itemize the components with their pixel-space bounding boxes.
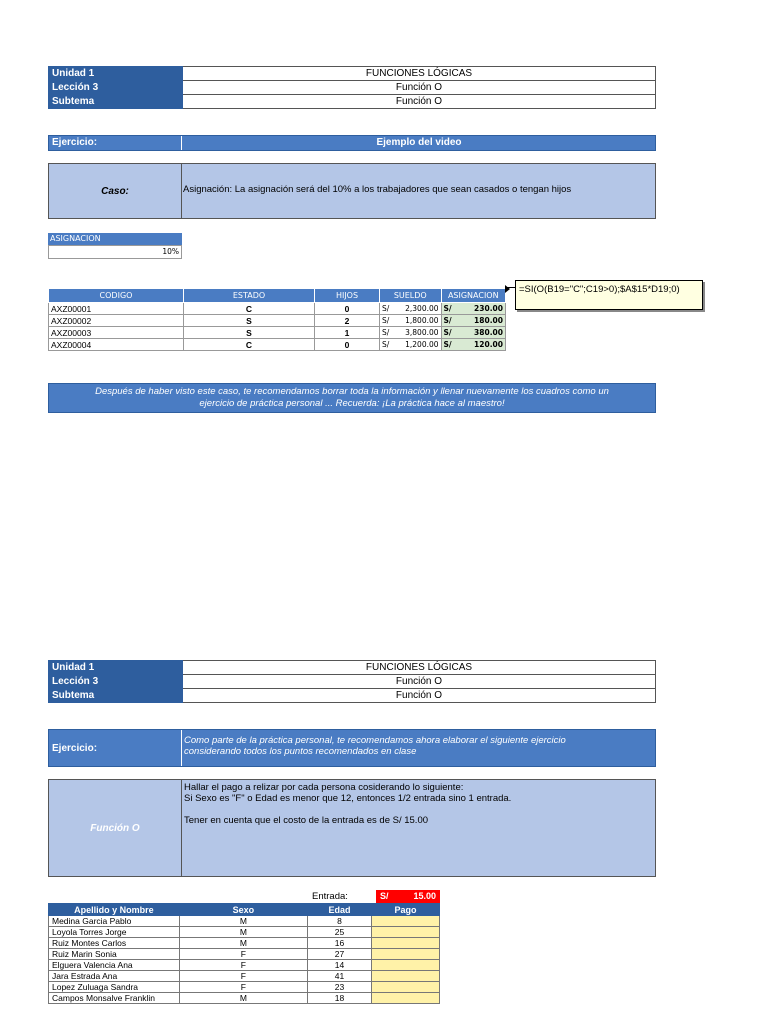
edad-cell[interactable]: 27 xyxy=(308,949,372,960)
col-estado: ESTADO xyxy=(184,289,315,303)
table-row xyxy=(49,339,506,351)
table-row xyxy=(49,327,506,339)
edad-cell[interactable]: 25 xyxy=(308,927,372,938)
sueldo-cell[interactable]: 2,300.00 xyxy=(394,303,441,315)
asignacion-cell[interactable]: 230.00 xyxy=(459,303,506,315)
sexo-cell[interactable]: F xyxy=(179,971,307,982)
lesson-info-table-2 xyxy=(48,660,656,703)
codigo-cell[interactable]: AXZ00004 xyxy=(49,339,184,351)
col-sexo: Sexo xyxy=(179,904,307,916)
lesson-value: Función O xyxy=(183,81,656,95)
codigo-cell[interactable]: AXZ00001 xyxy=(49,303,184,315)
practice-note-line1: Después de haber visto este caso, te recomendamos borrar toda la información y llenar nuevamente los cuadros como un xyxy=(95,386,609,397)
exercise2-text xyxy=(184,735,566,757)
pago-cell[interactable] xyxy=(372,927,440,938)
pago-cell[interactable] xyxy=(372,960,440,971)
estado-cell[interactable]: C xyxy=(184,303,315,315)
exercise-title: Ejemplo del video xyxy=(376,137,462,148)
currency-cell: S/ xyxy=(380,339,395,351)
subtopic-label: Subtema xyxy=(49,95,183,109)
edad-cell[interactable]: 16 xyxy=(308,938,372,949)
asignacion-cell[interactable]: 180.00 xyxy=(459,315,506,327)
table-row xyxy=(49,916,440,927)
col-hijos: HIJOS xyxy=(315,289,380,303)
col-edad: Edad xyxy=(308,904,372,916)
formula-comment: =SI(O(B19="C";C19>0);$A$15*D19;0) xyxy=(515,280,703,310)
edad-cell[interactable]: 18 xyxy=(308,993,372,1004)
col-pago: Pago xyxy=(372,904,440,916)
sexo-cell[interactable]: F xyxy=(179,949,307,960)
table-row xyxy=(49,938,440,949)
col-nombre: Apellido y Nombre xyxy=(49,904,180,916)
currency-cell: S/ xyxy=(441,339,459,351)
estado-cell[interactable]: S xyxy=(184,315,315,327)
name-cell[interactable]: Loyola Torres Jorge xyxy=(49,927,180,938)
instruction-line2: Si Sexo es "F" o Edad es menor que 12, entonces 1/2 entrada sino 1 entrada. xyxy=(184,793,512,804)
hijos-cell[interactable]: 2 xyxy=(315,315,380,327)
table-row xyxy=(49,993,440,1004)
table-row xyxy=(49,315,506,327)
spacer xyxy=(184,804,511,815)
estado-cell[interactable]: S xyxy=(184,327,315,339)
attendees-table xyxy=(48,903,440,1004)
estado-cell[interactable]: C xyxy=(184,339,315,351)
codigo-cell[interactable]: AXZ00002 xyxy=(49,315,184,327)
function-box xyxy=(48,779,656,877)
asignacion-cell[interactable]: 120.00 xyxy=(459,339,506,351)
asignacion-param-label: ASIGNACION xyxy=(48,233,182,245)
case-text: Asignación: La asignación será del 10% a los trabajadores que sean casados o tengan hijos xyxy=(183,184,572,195)
sexo-cell[interactable]: M xyxy=(179,938,307,949)
asignacion-param-value[interactable]: 10% xyxy=(48,245,182,259)
unit-label: Unidad 1 xyxy=(49,67,183,81)
currency-cell: S/ xyxy=(380,327,395,339)
table-row xyxy=(49,949,440,960)
table-row xyxy=(49,960,440,971)
table-row xyxy=(49,971,440,982)
subtopic-label: Subtema xyxy=(49,689,183,703)
edad-cell[interactable]: 41 xyxy=(308,971,372,982)
hijos-cell[interactable]: 1 xyxy=(315,327,380,339)
entrada-label: Entrada: xyxy=(312,891,348,902)
name-cell[interactable]: Lopez Zuluaga Sandra xyxy=(49,982,180,993)
asignacion-cell[interactable]: 380.00 xyxy=(459,327,506,339)
pago-cell[interactable] xyxy=(372,949,440,960)
name-cell[interactable]: Jara Estrada Ana xyxy=(49,971,180,982)
sexo-cell[interactable]: M xyxy=(179,927,307,938)
col-asignacion: ASIGNACION xyxy=(441,289,505,303)
table-row xyxy=(49,303,506,315)
instruction-line1: Hallar el pago a relizar por cada persona cosiderando lo siguiente: xyxy=(184,782,464,793)
exercise2-text-line2: considerando todos los puntos recomendados en clase xyxy=(184,746,417,757)
pago-cell[interactable] xyxy=(372,971,440,982)
name-cell[interactable]: Elguera Valencia Ana xyxy=(49,960,180,971)
entrada-currency: S/ xyxy=(380,891,389,901)
unit-value: FUNCIONES LÓGICAS xyxy=(183,67,656,81)
case-label: Caso: xyxy=(49,164,182,218)
comment-arrow-icon xyxy=(505,285,510,293)
name-cell[interactable]: Ruiz Marin Sonia xyxy=(49,949,180,960)
pago-cell[interactable] xyxy=(372,938,440,949)
sexo-cell[interactable]: M xyxy=(179,916,307,927)
entrada-value-cell[interactable] xyxy=(376,890,440,903)
exercise-label: Ejercicio: xyxy=(52,137,98,148)
edad-cell[interactable]: 8 xyxy=(308,916,372,927)
sexo-cell[interactable]: F xyxy=(179,982,307,993)
table-row xyxy=(49,982,440,993)
currency-cell: S/ xyxy=(441,315,459,327)
practice-note-line2: ejercicio de práctica personal ... Recuerda: ¡La práctica hace al maestro! xyxy=(199,398,505,409)
currency-cell: S/ xyxy=(380,303,395,315)
edad-cell[interactable]: 23 xyxy=(308,982,372,993)
table-row xyxy=(49,927,440,938)
divider xyxy=(181,136,182,150)
lesson-info-table xyxy=(48,66,656,109)
employees-table xyxy=(48,288,506,351)
lesson-label: Lección 3 xyxy=(49,675,183,689)
sueldo-cell[interactable]: 1,200.00 xyxy=(394,339,441,351)
sueldo-cell[interactable]: 1,800.00 xyxy=(394,315,441,327)
hijos-cell[interactable]: 0 xyxy=(315,303,380,315)
pago-cell[interactable] xyxy=(372,982,440,993)
lesson-label: Lección 3 xyxy=(49,81,183,95)
pago-cell[interactable] xyxy=(372,916,440,927)
lesson-value: Función O xyxy=(183,675,656,689)
exercise2-text-line1: Como parte de la práctica personal, te recomendamos ahora elaborar el siguiente ejercicio xyxy=(184,735,566,746)
unit-value: FUNCIONES LÓGICAS xyxy=(183,661,656,675)
exercise2-bar xyxy=(48,729,656,767)
exercise-bar xyxy=(48,135,656,151)
exercise2-label: Ejercicio: xyxy=(49,730,182,766)
sexo-cell[interactable]: F xyxy=(179,960,307,971)
subtopic-value: Función O xyxy=(183,95,656,109)
name-cell[interactable]: Medina Garcia Pablo xyxy=(49,916,180,927)
entrada-value: 15.00 xyxy=(413,891,436,901)
subtopic-value: Función O xyxy=(183,689,656,703)
practice-note xyxy=(48,383,656,413)
case-box xyxy=(48,163,656,219)
col-sueldo: SUELDO xyxy=(380,289,442,303)
sexo-cell[interactable]: M xyxy=(179,993,307,1004)
name-cell[interactable]: Ruiz Montes Carlos xyxy=(49,938,180,949)
pago-cell[interactable] xyxy=(372,993,440,1004)
function-instructions xyxy=(184,782,511,826)
name-cell[interactable]: Campos Monsalve Franklin xyxy=(49,993,180,1004)
sueldo-cell[interactable]: 3,800.00 xyxy=(394,327,441,339)
edad-cell[interactable]: 14 xyxy=(308,960,372,971)
instruction-line3: Tener en cuenta que el costo de la entrada es de S/ 15.00 xyxy=(184,815,429,826)
currency-cell: S/ xyxy=(441,303,459,315)
currency-cell: S/ xyxy=(441,327,459,339)
function-label: Función O xyxy=(49,780,182,876)
codigo-cell[interactable]: AXZ00003 xyxy=(49,327,184,339)
hijos-cell[interactable]: 0 xyxy=(315,339,380,351)
unit-label: Unidad 1 xyxy=(49,661,183,675)
currency-cell: S/ xyxy=(380,315,395,327)
col-codigo: CODIGO xyxy=(49,289,184,303)
